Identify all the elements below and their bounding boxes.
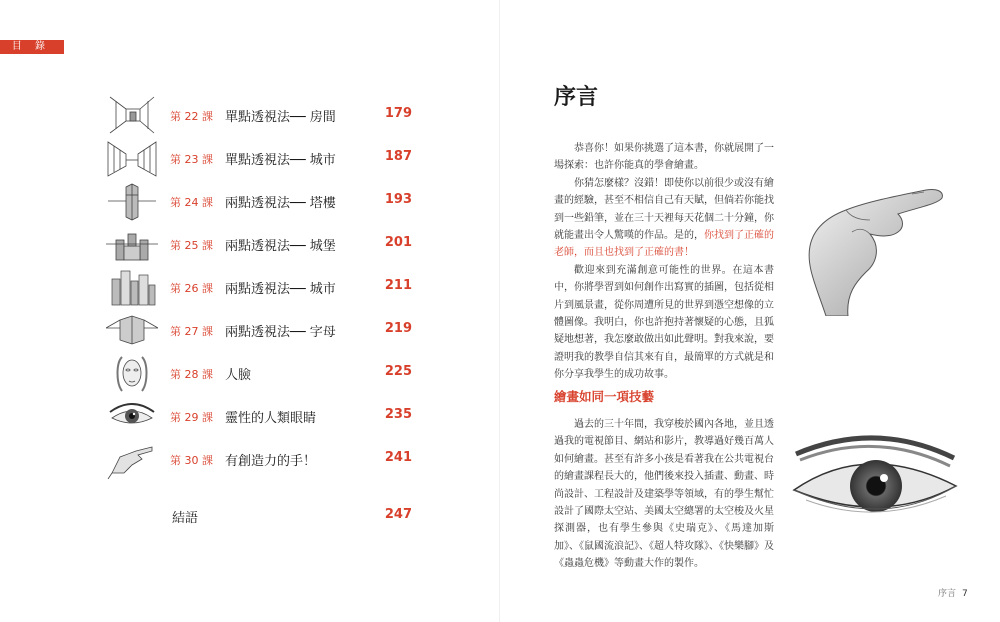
- eye-drawing: [786, 430, 964, 526]
- subheading: 繪畫如同一項技藝: [554, 389, 655, 404]
- lesson-number: 第 24 課: [170, 196, 213, 209]
- page-number: 179: [384, 106, 412, 121]
- lesson-title: 兩點透視法── 塔樓: [225, 196, 336, 211]
- lesson-number: 第 29 課: [170, 411, 213, 424]
- paragraph: [554, 175, 774, 262]
- lesson-number: 第 30 課: [170, 454, 213, 467]
- skyline-icon: [106, 267, 158, 307]
- paragraph: 過去的三十年間，我穿梭於國內各地，並且透過我的電視節目、網站和影片，教導過好幾百萬人如何繪畫。甚至有許多小孩是看著我在公共電視台的繪畫課程長大的，他們後來投入插畫、動畫、時尚設計、工程設計及建築學等領域，有的學生幫忙設計了國際太空站、美國太空總署的太空梭及火星探測器，也有學生參與《史瑞克》、《馬達加斯加》、《鼠國流浪記》、《超人特攻隊》、《快樂腳》及《蟲蟲危機》等動畫大作的製作。: [554, 419, 774, 570]
- toc-row[interactable]: [100, 310, 430, 350]
- letter-block-icon: [106, 310, 158, 350]
- city-street-icon: [106, 138, 158, 178]
- page-number: 247: [384, 507, 412, 522]
- page-number: 201: [384, 235, 412, 250]
- highlight-text: 你找到了正確的老師，而且也找到了正確的書！: [554, 230, 774, 259]
- folio-label: 序言: [938, 589, 957, 599]
- room-icon: [106, 95, 158, 135]
- tower-icon: [106, 181, 158, 221]
- toc-row[interactable]: [100, 353, 430, 393]
- section-text: [554, 416, 774, 573]
- lesson-number: 第 28 課: [170, 368, 213, 381]
- toc-row[interactable]: [100, 267, 430, 307]
- lesson-number: 第 27 課: [170, 325, 213, 338]
- lesson-title: 靈性的人類眼睛: [225, 411, 317, 426]
- toc-row[interactable]: [100, 396, 430, 436]
- lesson-number: 第 23 課: [170, 153, 213, 166]
- face-icon: [106, 353, 158, 393]
- section-tab: 目 錄: [0, 40, 64, 54]
- page-footer: [938, 586, 968, 599]
- lesson-number: 第 25 課: [170, 239, 213, 252]
- page-number: 219: [384, 321, 412, 336]
- spread-gutter: [499, 0, 500, 622]
- toc-epilogue[interactable]: [100, 505, 430, 529]
- toc-row[interactable]: [100, 224, 430, 264]
- lesson-title: 兩點透視法── 城堡: [225, 239, 336, 254]
- toc-row[interactable]: [100, 138, 430, 178]
- lesson-number: 第 22 課: [170, 110, 213, 123]
- lesson-title: 兩點透視法── 字母: [225, 325, 336, 340]
- folio-page-number: 7: [962, 589, 968, 599]
- pointing-hand-drawing: [786, 176, 960, 316]
- epilogue-title: 結語: [172, 511, 199, 526]
- eye-icon: [106, 396, 158, 436]
- page-number: 235: [384, 407, 412, 422]
- castle-icon: [106, 224, 158, 264]
- lesson-title: 有創造力的手！: [225, 454, 317, 469]
- toc-row[interactable]: [100, 95, 430, 135]
- page-number: 193: [384, 192, 412, 207]
- lesson-title: 人臉: [225, 368, 252, 383]
- toc-row[interactable]: [100, 181, 430, 221]
- hand-icon: [106, 439, 158, 479]
- lesson-title: 單點透視法── 房間: [225, 110, 336, 125]
- paragraph: 恭喜你！如果你挑選了這本書，你就展開了一場探索：也許你能真的學會繪畫。: [554, 143, 774, 172]
- lesson-number: 第 26 課: [170, 282, 213, 295]
- page-number: 187: [384, 149, 412, 164]
- toc-row[interactable]: [100, 439, 430, 479]
- intro-text: [554, 140, 774, 384]
- page-heading: 序言: [554, 84, 599, 110]
- page-number: 241: [384, 450, 412, 465]
- lesson-title: 兩點透視法── 城市: [225, 282, 336, 297]
- paragraph: 歡迎來到充滿創意可能性的世界。在這本書中，你將學習到如何創作出寫實的插圖，包括從相片到風景畫，從你周遭所見的世界到憑空想像的立體圖像。我明白，你也許抱持著懷疑的心態，且狐疑地想著，我怎麼敢做出如此聲明。對我來說，要證明我的教學自信其來有自，最簡單的方式就是和你分享我學生的成功故事。: [554, 264, 774, 381]
- page-number: 211: [384, 278, 412, 293]
- paragraph-text: 你猜怎麼樣？沒錯！即使你以前很少或沒有繪畫的經驗，甚至不相信自己有天賦，但倘若你能找到一些鉛筆，並在三十天裡每天花個二十分鐘，你就能畫出令人驚嘆的作品。是的，: [554, 177, 774, 242]
- lesson-title: 單點透視法── 城市: [225, 153, 336, 168]
- page-number: 225: [384, 364, 412, 379]
